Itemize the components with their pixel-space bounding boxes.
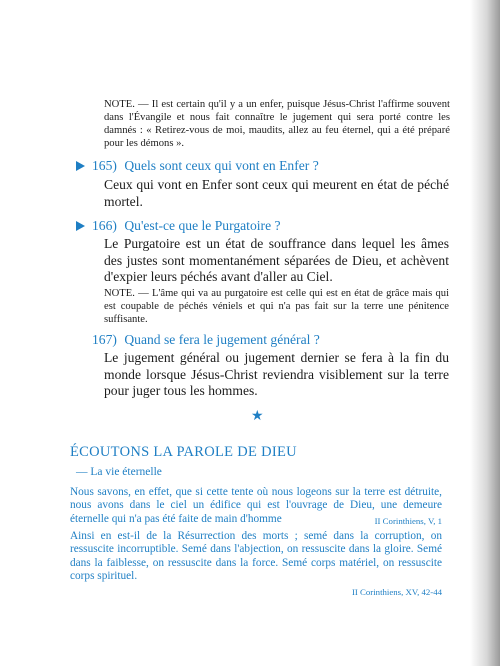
scripture-paragraph-2: Ainsi en est-il de la Résurrection des morts ; semé dans la corruption, on ressuscite incorruptible. Semé dans l'abjection, on ressuscite dans la gloire. Semé dans la faiblesse, on ressuscite dans la force. Semé corps matériel, on ressuscite corps spirituel. xyxy=(70,530,442,583)
answer-166: Le Purgatoire est un état de souffrance dans lequel les âmes des justes sont momentanément séparées de Dieu, et achèvent d'expier leurs péchés avant d'aller au Ciel. xyxy=(104,236,449,285)
page-edge-shadow xyxy=(470,0,500,666)
note-text: L'âme qui va au purgatoire est celle qui est en état de grâce mais qui est coupable de péchés véniels et qui n'a pas fait sur la terre une pénitence suffisante. xyxy=(104,288,450,325)
triangle-marker-icon xyxy=(76,161,85,171)
section-subtitle: — La vie éternelle xyxy=(76,466,162,478)
question-text: Quels sont ceux qui vont en Enfer ? xyxy=(124,158,319,173)
question-167 xyxy=(92,332,320,348)
note-purgatory xyxy=(104,287,449,326)
scripture-reference-1: II Corinthiens, V, 1 xyxy=(374,516,442,526)
section-title: ÉCOUTONS LA PAROLE DE DIEU xyxy=(70,444,297,460)
scripture-reference-2: II Corinthiens, XV, 42-44 xyxy=(351,587,442,597)
question-number: 166) xyxy=(92,218,117,233)
triangle-marker-icon xyxy=(76,221,85,231)
question-number: 165) xyxy=(92,158,117,173)
note-text: Il est certain qu'il y a un enfer, puisque Jésus-Christ l'affirme souvent dans l'Évangile et nous fait connaître le jugement qui sera porté contre les damnés : « Retirez-vous de moi, maudits, allez au feu éternel, qui a été préparé pour les démons ». xyxy=(104,99,450,149)
answer-165: Ceux qui vont en Enfer sont ceux qui meurent en état de péché mortel. xyxy=(104,177,449,209)
question-number: 167) xyxy=(92,332,117,347)
note-label: NOTE. — xyxy=(104,288,149,299)
note-label: NOTE. — xyxy=(104,99,149,110)
question-166 xyxy=(92,218,281,234)
scripture-paragraph-1: Nous savons, en effet, que si cette tente où nous logeons sur la terre est détruite, nous avons dans le ciel un édifice qui est l'ouvrage de Dieu, une demeure éternelle qui n'a pas été faite de main d'homme xyxy=(70,486,442,525)
question-text: Qu'est-ce que le Purgatoire ? xyxy=(124,218,281,233)
question-165 xyxy=(92,158,319,174)
answer-167: Le jugement général ou jugement dernier se fera à la fin du monde lorsque Jésus-Christ reviendra visiblement sur la terre pour juger tous les hommes. xyxy=(104,350,449,399)
star-separator-icon: ★ xyxy=(251,409,264,424)
note-hell xyxy=(104,98,450,150)
question-text: Quand se fera le jugement général ? xyxy=(124,332,320,347)
